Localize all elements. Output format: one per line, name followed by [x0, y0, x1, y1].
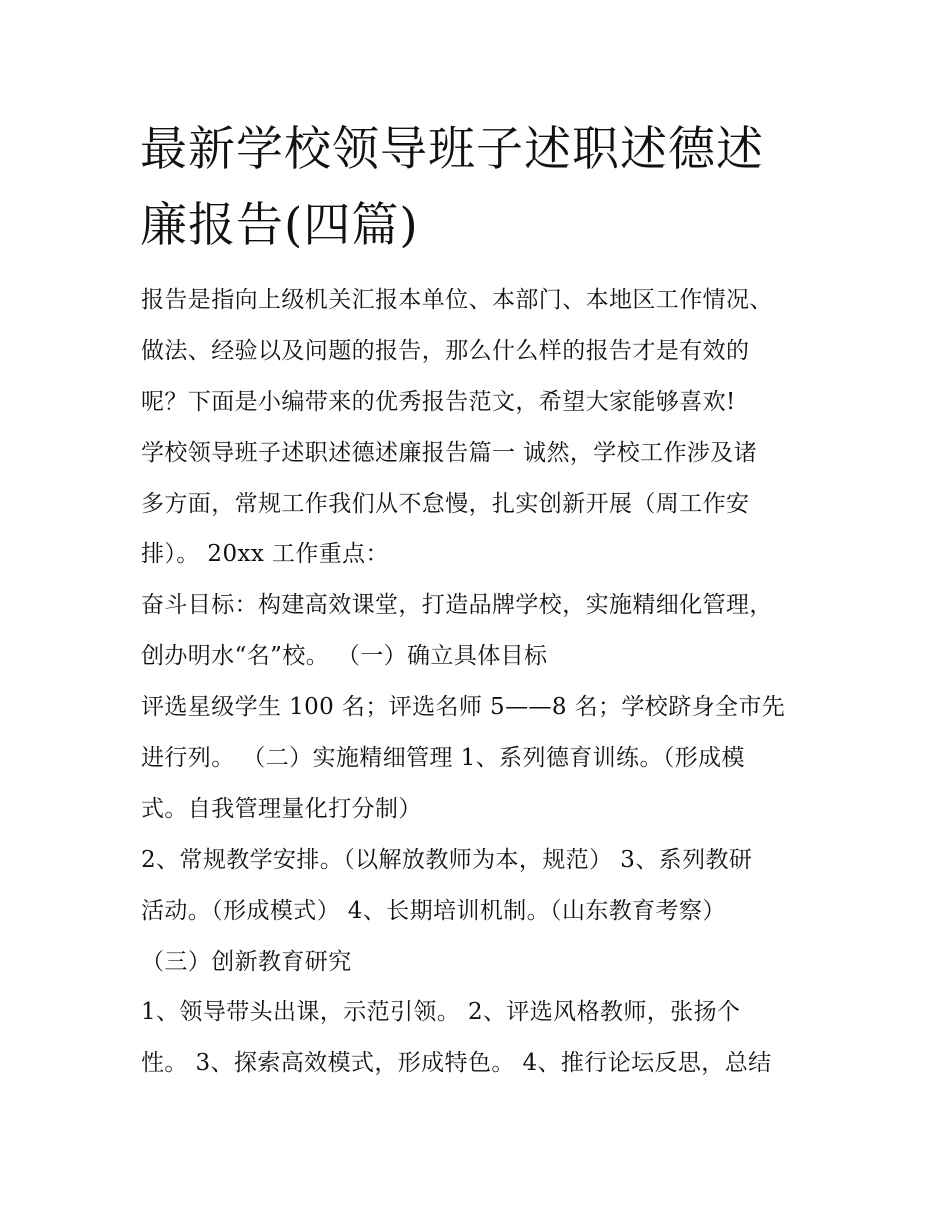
body-line: 性。 3、探索高效模式，形成特色。 4、推行论坛反思，总结 — [141, 1050, 772, 1077]
body-line: 进行列。 （二）实施精细管理 1、系列德育训练。（形成模 — [141, 745, 745, 772]
body-line: 评选星级学生 100 名；评选名师 5——8 名；学校跻身全市先 — [141, 694, 786, 721]
body-line: 报告是指向上级机关汇报本单位、本部门、本地区工作情况、 — [141, 287, 773, 313]
body-line: 式。自我管理量化打分制） — [141, 795, 422, 822]
document-body — [141, 275, 841, 1089]
body-line: 奋斗目标：构建高效课堂，打造品牌学校，实施精细化管理， — [141, 592, 773, 619]
body-line: 2、常规教学安排。（以解放教师为本，规范） 3、系列教研 — [141, 846, 753, 873]
title-line: 最新学校领导班子述职述德述 — [140, 122, 764, 177]
body-line: 1、领导带头出课，示范引领。 2、评选风格教师，张扬个 — [141, 999, 741, 1026]
body-line: 多方面，常规工作我们从不怠慢，扎实创新开展（周工作安 — [141, 490, 750, 517]
title-line: 廉报告(四篇) — [140, 198, 419, 253]
document-title — [140, 112, 820, 264]
body-line: （三）创新教育研究 — [141, 948, 352, 975]
body-line: 创办明水“名”校。 （一）确立具体目标 — [141, 643, 548, 670]
body-line: 呢？下面是小编带来的优秀报告范文，希望大家能够喜欢! — [141, 388, 736, 415]
body-line: 排）。 20xx 工作重点： — [141, 541, 389, 568]
body-line: 活动。（形成模式） 4、长期培训机制。（山东教育考察） — [141, 897, 726, 924]
body-line: 学校领导班子述职述德述廉报告篇一 诚然，学校工作涉及诸 — [141, 439, 758, 466]
body-line: 做法、经验以及问题的报告，那么什么样的报告才是有效的 — [141, 337, 750, 364]
